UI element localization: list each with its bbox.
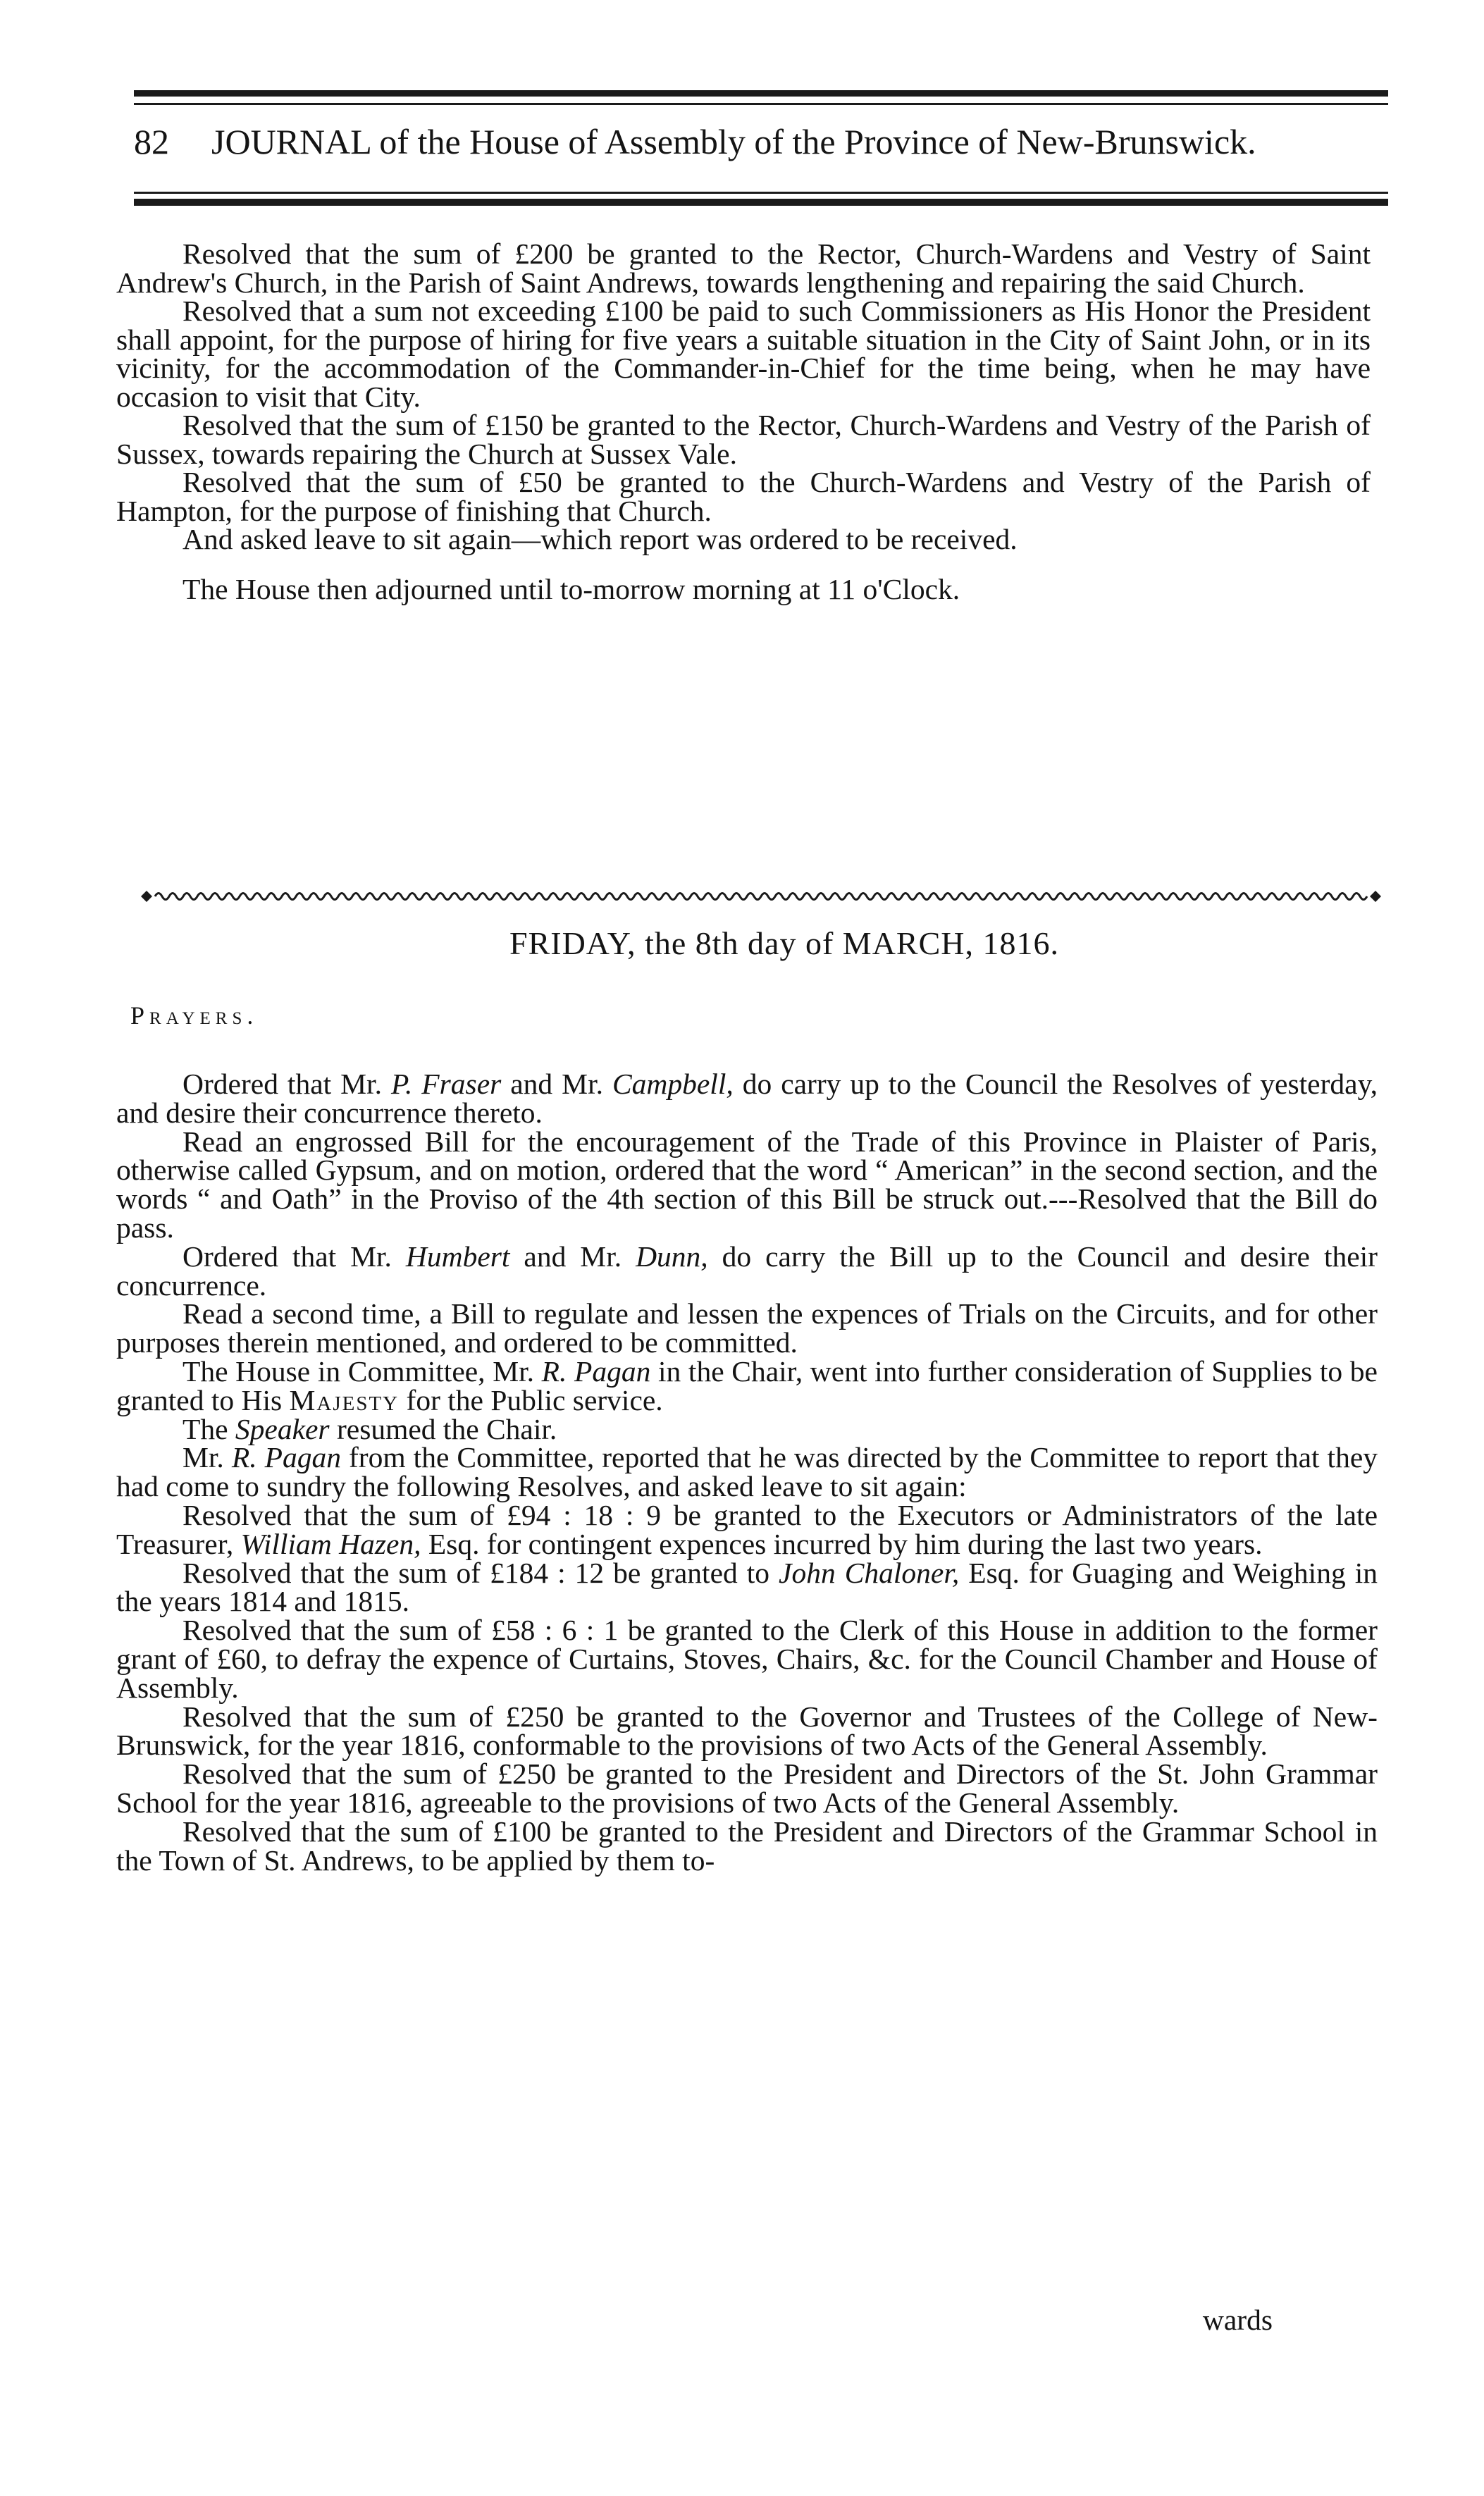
catchword: wards — [1202, 2304, 1273, 2336]
journal-title: JOURNAL of the House of Assembly of the Province of New-Brunswick. — [211, 122, 1256, 161]
bill-paragraph: Read a second time, a Bill to regulate and lessen the expences of Trials on the Circuits, and for other purposes therein mentioned, and ordered to be committed. — [116, 1297, 1378, 1359]
resolve-paragraph: Resolved that a sum not exceeding £100 be paid to such Commissioners as His Honor the President shall appoint, for the purpose of hiring for five years a suitable situation in the City of Saint John, or in its vicinity, for the accommodation of the Commander-in-Chief for the time being, when he may have occasion to visit that City. — [116, 295, 1371, 413]
section-thursday-continuation — [116, 237, 1371, 605]
committee-paragraph: The House in Committee, Mr. R. Pagan in the Chair, went into further consideration of Supplies to be granted to His Majesty for the Public service. — [116, 1354, 1378, 1416]
prayers-label: Prayers. — [130, 1001, 259, 1030]
resolve-paragraph: Resolved that the sum of £250 be granted to the Governor and Trustees of the College of New-Brunswick, for the year 1816, conformable to the provisions of two Acts of the General Assembly. — [116, 1700, 1378, 1762]
resolve-paragraph: Resolved that the sum of £150 be granted to the Rector, Church-Wardens and Vestry of the Parish of Sussex, towards repairing the Church at Sussex Vale. — [116, 409, 1371, 470]
resolve-paragraph: Resolved that the sum of £100 be granted to the President and Directors of the Grammar School in the Town of St. Andrews, to be applied by them to- — [116, 1815, 1378, 1877]
bill-paragraph: Read an engrossed Bill for the encouragement of the Trade of this Province in Plaister of Paris, otherwise called Gypsum, and on motion, ordered that the word “ American” in the second section, and the words “ and Oath” in the Proviso of the 4th section of this Bill be struck out.---Resolved that the Bill do pass. — [116, 1125, 1378, 1244]
adjournment-line: The House then adjourned until to-morrow morning at 11 o'Clock. — [183, 572, 960, 605]
section-friday — [116, 1068, 1378, 1877]
header-rule-top-thick — [134, 90, 1388, 97]
ornamental-divider — [134, 886, 1388, 907]
running-head — [134, 121, 1388, 178]
resolve-paragraph: Resolved that the sum of £184 : 12 be granted to John Chaloner, Esq. for Guaging and Weighing in the years 1814 and 1815. — [116, 1556, 1378, 1618]
resolve-paragraph: Resolved that the sum of £200 be granted to the Rector, Church-Wardens and Vestry of Saint Andrew's Church, in the Parish of Saint Andrews, towards lengthening and repairing the said Church. — [116, 237, 1371, 299]
speaker-paragraph: The Speaker resumed the Chair. — [183, 1412, 557, 1445]
report-paragraph: Mr. R. Pagan from the Committee, reported that he was directed by the Committee to report that they had come to sundry the following Resolves, and asked leave to sit again: — [116, 1441, 1378, 1503]
resolve-paragraph: Resolved that the sum of £94 : 18 : 9 be granted to the Executors or Administrators of the late Treasurer, William Hazen, Esq. for contingent expences incurred by him during the last two years. — [116, 1498, 1378, 1560]
resolve-paragraph: Resolved that the sum of £250 be granted to the President and Directors of the St. John Grammar School for the year 1816, agreeable to the provisions of two Acts of the General Assembly. — [116, 1757, 1378, 1819]
day-heading: FRIDAY, the 8th day of MARCH, 1816. — [509, 925, 1059, 961]
resolve-paragraph: Resolved that the sum of £50 be granted to the Church-Wardens and Vestry of the Parish of Hampton, for the purpose of finishing that Church. — [116, 466, 1371, 527]
header-rule-bottom-thin — [134, 192, 1388, 194]
header-rule-bottom-thick — [134, 199, 1388, 206]
order-paragraph: Ordered that Mr. P. Fraser and Mr. Campbell, do carry up to the Council the Resolves of yesterday, and desire their concurrence thereto. — [116, 1068, 1378, 1129]
header-rule-top-thin — [134, 103, 1388, 105]
resolve-paragraph: Resolved that the sum of £58 : 6 : 1 be granted to the Clerk of this House in addition to the former grant of £60, to defray the expence of Curtains, Stoves, Chairs, &c. for the Council Chamber and House of Assembly. — [116, 1614, 1378, 1704]
page-number: 82 — [134, 122, 169, 161]
resolve-paragraph: And asked leave to sit again—which report was ordered to be received. — [183, 523, 1018, 555]
order-paragraph: Ordered that Mr. Humbert and Mr. Dunn, do carry the Bill up to the Council and desire their concurrence. — [116, 1240, 1378, 1302]
